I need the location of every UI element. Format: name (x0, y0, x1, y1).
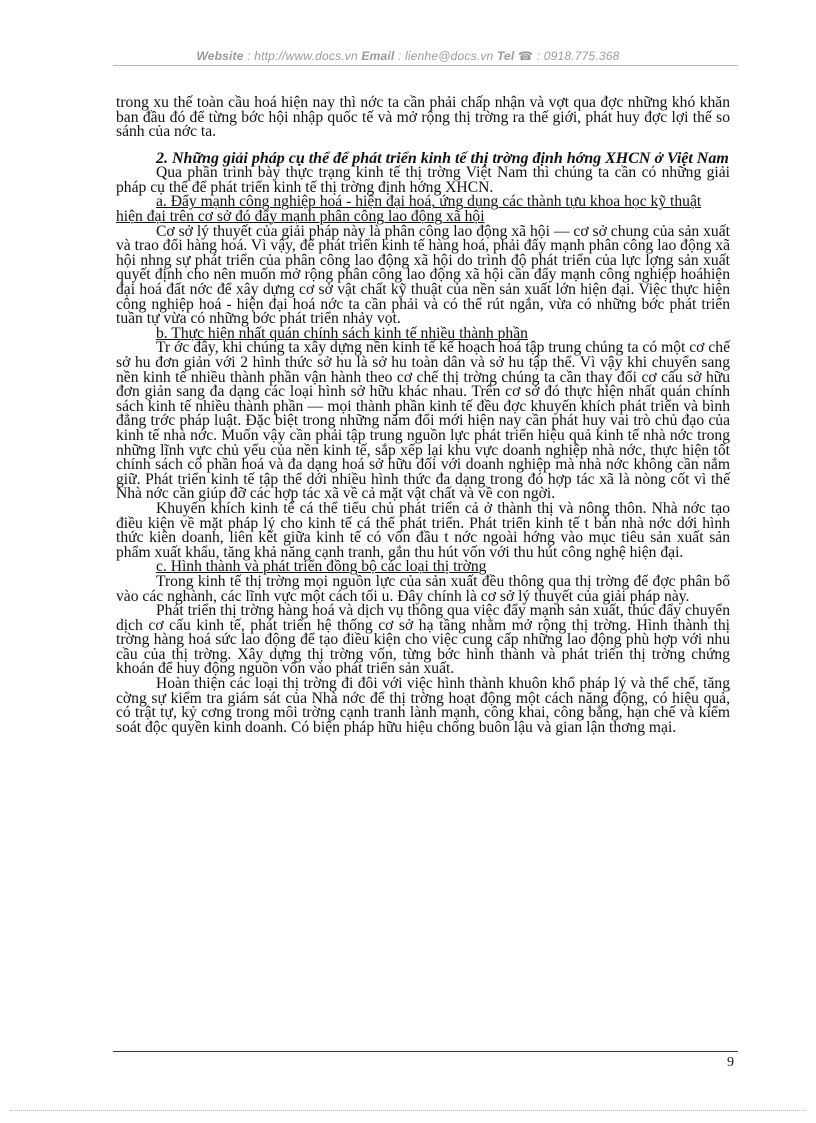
footer-divider (113, 1051, 738, 1052)
intro-paragraph: trong xu thế toàn cầu hoá hiện nay thì nớc ta cần phải chấp nhận và vợt qua đợc những khó khăn ban đầu đó để từng bớc hội nhập quốc tế và mở rộng thị trờng ra thế giới, phát huy đợc lợi thế so sánh của nớc ta. (116, 94, 730, 141)
section-heading: 2. Những giải pháp cụ thể để phát triển kinh tế thị trờng định hớng XHCN ở Việt Nam (156, 149, 729, 167)
website-value: : http://www.docs.vn (243, 49, 362, 63)
paragraph-b2: Khuyến khích kinh tế cá thể tiểu chủ phát triển cả ở thành thị và nông thôn. Nhà nớc tạo điều kiện về mặt pháp lý cho kinh tế cá thể phát triển. Phát triển kinh tế t bản nhà nớc dới hình thức kiên doanh, liên kết giữa kinh tế có vốn đầu t nớc ngoài hớng vào mục tiêu sản xuất sản phẩm xuất khẩu, tăng khả năng cạnh tranh, gắn thu hút vốn với thu hút công nghệ hiện đại. (116, 499, 730, 561)
paragraph-b1: Tr ớc đây, khi chúng ta xây dựng nền kinh tế kế hoạch hoá tập trung chúng ta có một cơ chế sở hu đơn giản với 2 hình thức sở hu là sở hu toàn dân và sở hu tập thể. Vì vậy khi chuyển sang nền kinh tế nhiều thành phần vận hành theo cơ chế thị trờng chúng ta cần thay đổi cơ cấu sở hữu đơn giản sang đa dạng các loại hình sở hữu khác nhau. Trên cơ sở đó thực hiện nhất quán chính sách kinh tế nhiều thành phần — mọi thành phần kinh tế đều đợc khuyến khích phát triển và bình đẳng trớc pháp luật. Đặc biệt trong những năm đổi mới hiện nay cần phát huy vai trò chủ đạo của kinh tế nhà nớc. Muốn vậy cần phải tập trung nguồn lực phát triển hiệu quả kinh tế nhà nớc trong những lĩnh vực chủ yếu của nền kinh tế, sắp xếp lại khu vực doanh nghiệp nhà nớc, thực hiện tốt chính sách cổ phần hoá và đa dạng hoá sở hữu đối với doanh nghiệp mà nhà nớc không cần nắm giữ. Phát triển kinh tế tập thể dới nhiều hình thức đa dạng trong đó hợp tác xã là nòng cốt vì thế Nhà nớc cần giúp đỡ các hợp tác xã về cả mặt vật chất và về con ngời. (116, 339, 730, 503)
paragraph-c1: Trong kinh tế thị trờng mọi nguồn lực của sản xuất đều thông qua thị trờng để đợc phân bổ vào các nghành, các lĩnh vực một cách tối u. Đây chính là cơ sở lý thuyết của giải pháp này. (116, 572, 730, 605)
subheading-b: b. Thực hiện nhất quán chính sách kinh tế nhiều thành phần (156, 324, 528, 342)
email-label: Email (361, 49, 395, 63)
website-label: Website (196, 49, 244, 63)
header-divider (113, 65, 738, 66)
page-number: 9 (727, 1055, 734, 1070)
paragraph-c2: Phát triển thị trờng hàng hoá và dịch vụ thông qua việc đẩy mạnh sản xuất, thúc đẩy chuyển dịch cơ cấu kinh tế, phát triển hệ thống cơ sở hạ tầng nhằm mở rộng thị trờng. Hình thành thị trờng hàng hoá sức lao động để tạo điều kiện cho việc cung cấp những lao động phù hợp với nhu cầu của thị trờng. Xây dựng thị trờng vốn, từng bớc hình thành và phát triển thị trờng chứng khoán để huy động nguồn vốn vào phát triển sản xuất. (116, 602, 730, 678)
tel-value: ☎ : 0918.775.368 (514, 49, 620, 63)
page-bottom-border (10, 1110, 806, 1111)
paragraph-a: Cơ sở lý thuyết của giải pháp này là phân công lao động xã hội — cơ sở chung của sản xuất và trao đổi hàng hoá. Vì vậy, để phát triển kinh tế hàng hoá, phải đẩy mạnh phân công lao động xã hội nhng sự phát triển của phân công lao động xã hội do trình độ phát triển của lực lợng sản xuất quyết định cho nên muốn mở rộng phân công lao động xã hội cần đẩy mạnh công nghiệp hoáhiện đại hoá đất nớc để xây dựng cơ sở vật chất kỹ thuật của nền sản xuất lớn hiện đại. Việc thực hiện công nghiệp hoá - hiện đại hoá nớc ta cần phải và có thể rút ngắn, vừa có những bớc phát triển tuần tự vừa có những bớc phát triển nhảy vọt. (116, 222, 730, 328)
page-header (0, 49, 816, 63)
email-value: : lienhe@docs.vn (394, 49, 497, 63)
section-intro-paragraph: Qua phần trình bày thực trạng kinh tế thị trờng Việt Nam thì chúng ta cần có những giải pháp cụ thể để phát triển kinh tế thị trờng định hớng XHCN. (116, 164, 730, 196)
document-body (116, 96, 730, 735)
tel-label: Tel (496, 49, 515, 63)
paragraph-c3: Hoàn thiện các loại thị trờng đi đôi với việc hình thành khuôn khổ pháp lý và thể chế, tăng cờng sự kiểm tra giám sát của Nhà nớc để thị trờng hoạt động một cách năng động, có hiệu quả, có trật tự, kỷ cơng trong môi trờng cạnh tranh lành mạnh, công khai, công bằng, hạn chế và kiểm soát độc quyền kinh doanh. Có biện pháp hữu hiệu chống buôn lậu và gian lận thơng mại. (116, 675, 730, 736)
subheading-c: c. Hình thành và phát triển đồng bộ các loại thị trờng (156, 558, 487, 576)
subheading-a: a. Đẩy mạnh công nghiệp hoá - hiện đại hoá, ứng dụng các thành tựu khoa học kỹ thuật hiện đại trên cơ sở đó đẩy mạnh phân công lao động xã hội (116, 193, 702, 226)
